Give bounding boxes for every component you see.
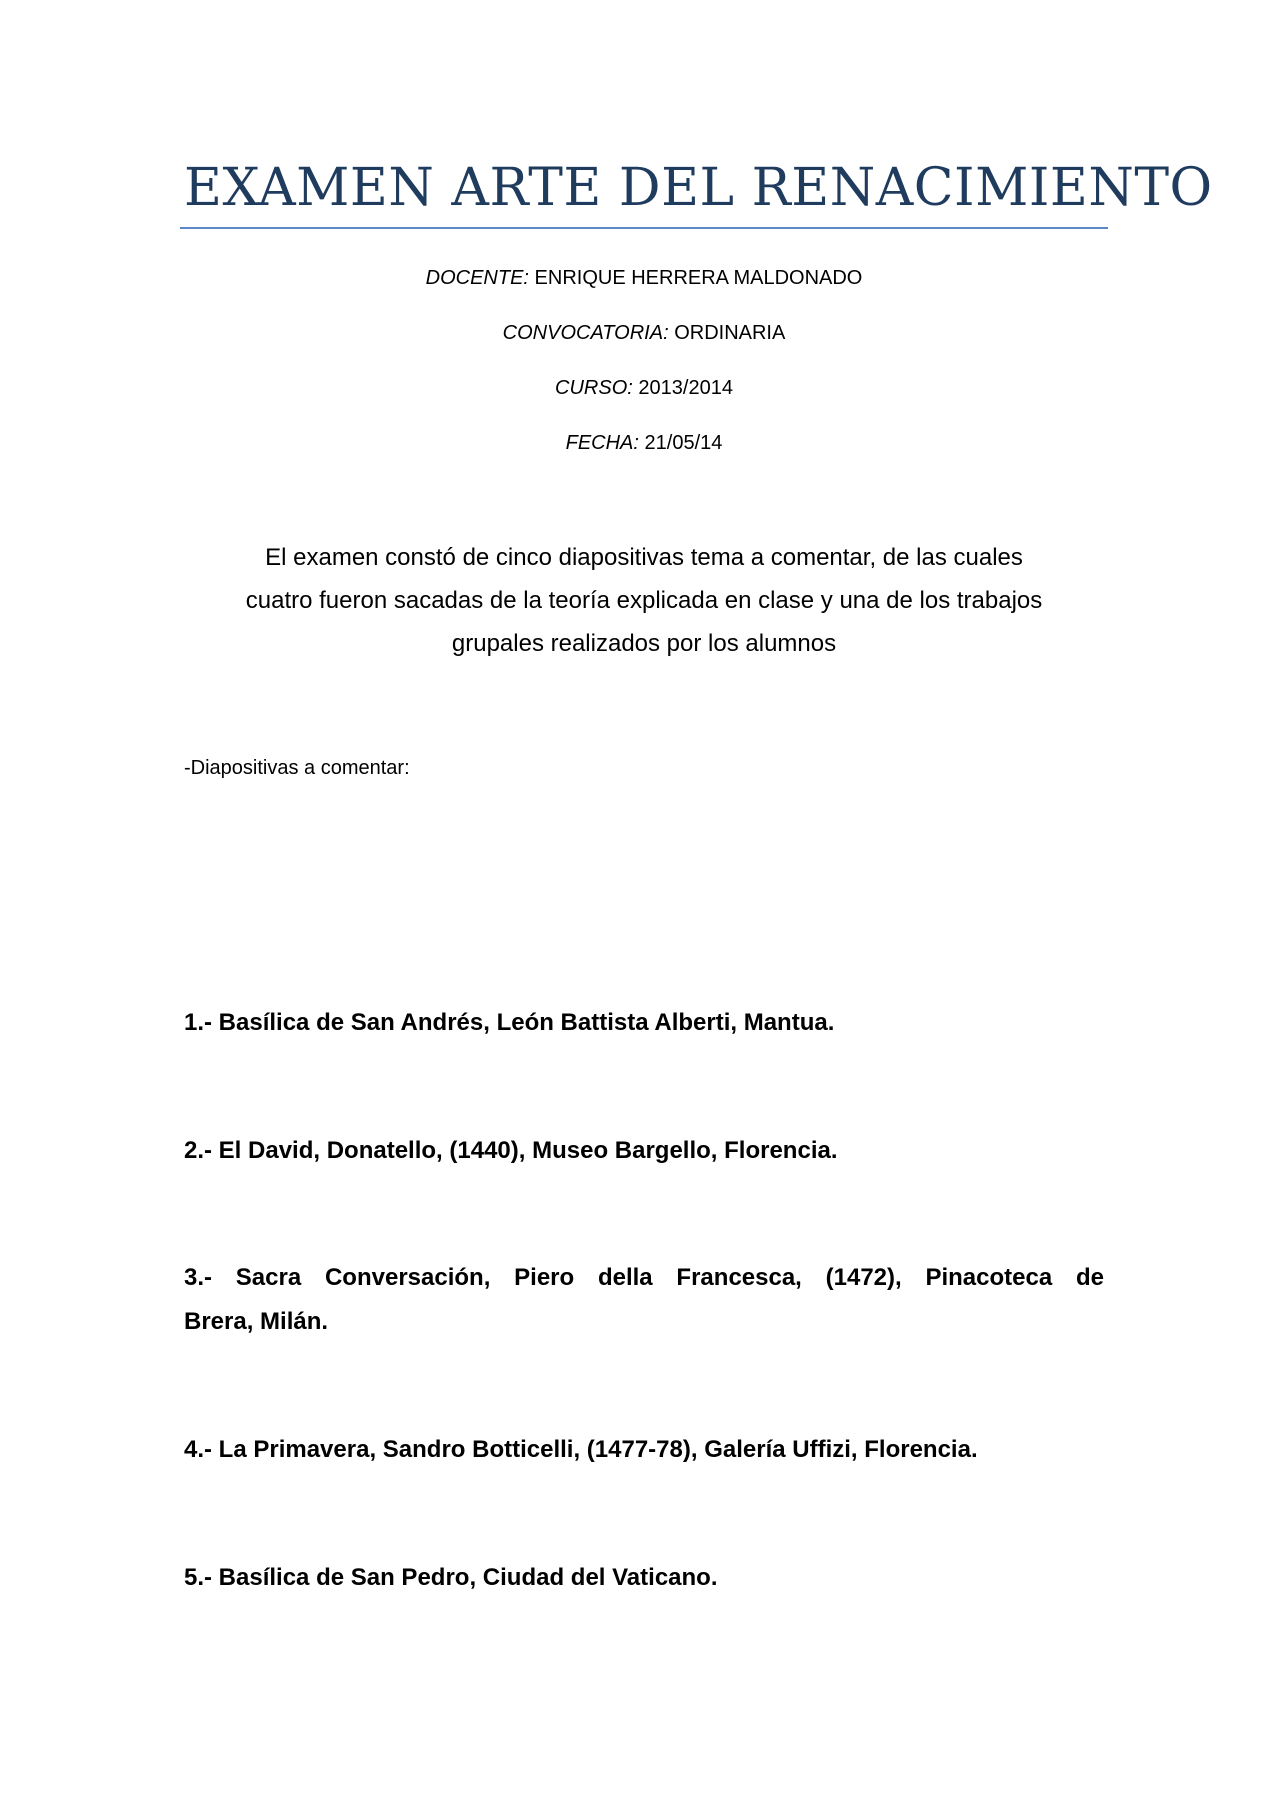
list-item-text: 1.- Basílica de San Andrés, León Battista Alberti, Mantua. (184, 1009, 835, 1036)
meta-convocatoria (184, 319, 1104, 347)
meta-docente-label: DOCENTE: (425, 267, 529, 289)
list-item-text: 3.- Sacra Conversación, Piero della Francesca, (1472), Pinacoteca de (184, 1264, 1104, 1291)
list-item (184, 1001, 1104, 1045)
intro-line: El examen constó de cinco diapositivas tema a comentar, de las cuales (265, 544, 1023, 571)
section-label: -Diapositivas a comentar: (184, 757, 410, 779)
intro-line: grupales realizados por los alumnos (451, 630, 837, 657)
meta-fecha-value: 21/05/14 (644, 432, 723, 454)
title-underline (180, 227, 1108, 229)
meta-curso (184, 374, 1104, 402)
list-item-text-continued: Brera, Milán. (184, 1308, 329, 1335)
list-item-text: 4.- La Primavera, Sandro Botticelli, (1477-78), Galería Uffizi, Florencia. (184, 1436, 978, 1463)
list-item (184, 1256, 1104, 1344)
intro-paragraph (184, 536, 1104, 665)
meta-curso-value: 2013/2014 (638, 377, 733, 399)
list-item-text: 2.- El David, Donatello, (1440), Museo Bargello, Florencia. (184, 1137, 838, 1164)
meta-convocatoria-label: CONVOCATORIA: (502, 322, 669, 344)
meta-curso-label: CURSO: (555, 377, 633, 399)
intro-line: cuatro fueron sacadas de la teoría explicada en clase y una de los trabajos (245, 587, 1043, 614)
meta-docente-value: ENRIQUE HERRERA MALDONADO (534, 267, 863, 289)
meta-docente (184, 264, 1104, 292)
list-item-text: 5.- Basílica de San Pedro, Ciudad del Vaticano. (184, 1564, 718, 1591)
document-title: EXAMEN ARTE DEL RENACIMIENTO (184, 158, 1213, 218)
list-item (184, 1428, 1104, 1472)
meta-fecha-label: FECHA: (565, 432, 639, 454)
list-item (184, 1556, 1104, 1600)
meta-convocatoria-value: ORDINARIA (674, 322, 786, 344)
list-item (184, 1129, 1104, 1173)
meta-fecha (184, 429, 1104, 457)
